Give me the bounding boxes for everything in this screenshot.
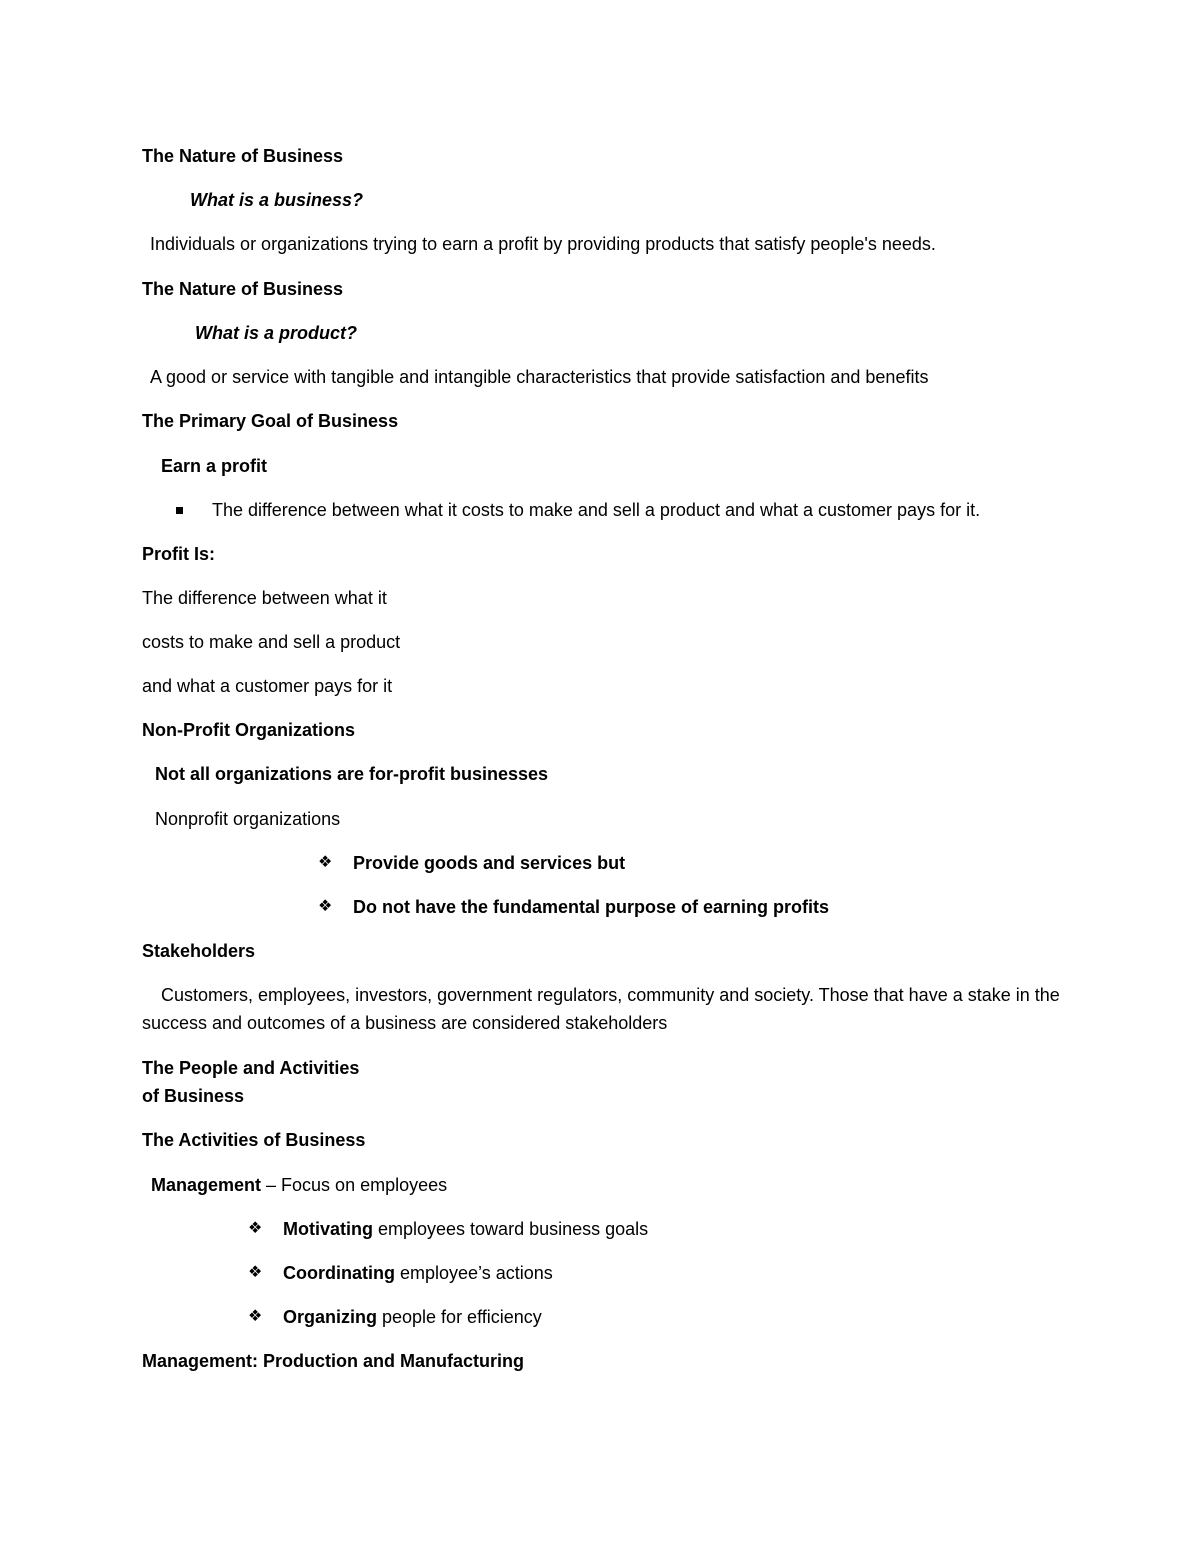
heading-primary-goal: The Primary Goal of Business	[142, 411, 399, 431]
nonprofit-statement: Not all organizations are for-profit businesses	[155, 764, 549, 784]
management-item-3-label: Organizing	[283, 1307, 377, 1327]
management-item-3-text: people for efficiency	[377, 1307, 542, 1327]
management-item-1-label: Motivating	[283, 1219, 373, 1239]
management-item-3	[283, 1306, 542, 1328]
heading-profit-is: Profit Is:	[142, 544, 216, 564]
question-what-is-product: What is a product?	[195, 323, 357, 343]
nonprofit-item-1: Provide goods and services but	[353, 853, 626, 873]
management-line	[151, 1174, 447, 1196]
heading-nature-of-business-2: The Nature of Business	[142, 279, 344, 299]
goal-earn-profit: Earn a profit	[161, 456, 268, 476]
heading-people-activities-line1: The People and Activities	[142, 1058, 360, 1078]
diamond-bullet-icon: ❖	[318, 854, 333, 871]
stakeholders-paragraph: Customers, employees, investors, government regulators, community and society. Those that have a stake in the success and outcomes of a business are considered stakeholders	[142, 985, 1060, 1033]
nonprofit-label: Nonprofit organizations	[155, 809, 341, 829]
management-label: Management	[151, 1175, 262, 1195]
heading-production-manufacturing: Management: Production and Manufacturing	[142, 1351, 525, 1371]
diamond-bullet-icon: ❖	[248, 1264, 263, 1281]
diamond-bullet-icon: ❖	[248, 1220, 263, 1237]
answer-business-definition: Individuals or organizations trying to earn a profit by providing products that satisfy people's needs.	[150, 234, 936, 254]
square-bullet-icon	[176, 499, 183, 521]
profit-line-2: costs to make and sell a product	[142, 632, 401, 652]
profit-line-3: and what a customer pays for it	[142, 676, 393, 696]
management-item-2-label: Coordinating	[283, 1263, 395, 1283]
profit-line-1: The difference between what it	[142, 588, 387, 608]
diamond-bullet-icon: ❖	[318, 898, 333, 915]
question-what-is-business: What is a business?	[190, 190, 364, 210]
management-item-2	[283, 1262, 553, 1284]
goal-bullet-text: The difference between what it costs to make and sell a product and what a customer pays for it.	[212, 500, 981, 520]
heading-non-profit: Non-Profit Organizations	[142, 720, 355, 740]
diamond-bullet-icon: ❖	[248, 1308, 263, 1325]
management-item-1-text: employees toward business goals	[373, 1219, 649, 1239]
nonprofit-item-2: Do not have the fundamental purpose of earning profits	[353, 897, 830, 917]
heading-people-activities-line2: of Business	[142, 1086, 245, 1106]
management-item-1	[283, 1218, 648, 1240]
management-item-2-text: employee’s actions	[394, 1263, 553, 1283]
heading-stakeholders: Stakeholders	[142, 941, 256, 961]
heading-activities-of-business: The Activities of Business	[142, 1130, 366, 1150]
heading-nature-of-business: The Nature of Business	[142, 146, 344, 166]
answer-product-definition: A good or service with tangible and intangible characteristics that provide satisfaction and benefits	[150, 367, 929, 387]
management-desc: – Focus on employees	[261, 1175, 448, 1195]
